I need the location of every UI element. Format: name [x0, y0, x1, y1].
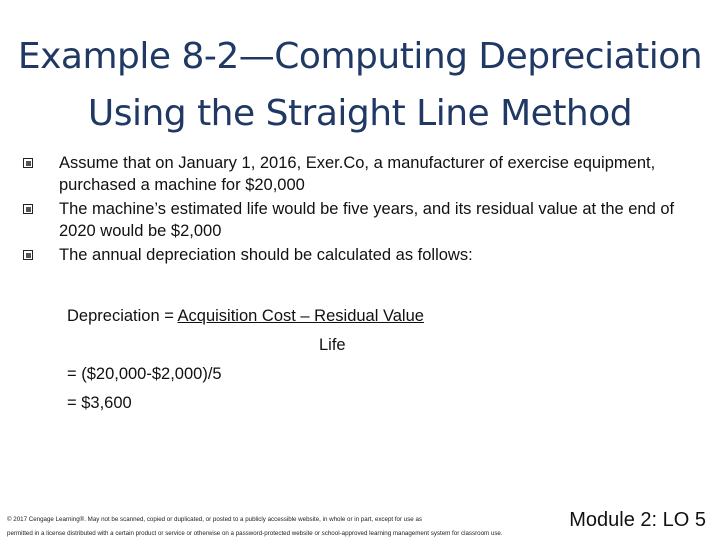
formula-step: = ($20,000-$2,000)/5	[67, 365, 222, 383]
bullet-item	[22, 198, 694, 242]
copyright-notice	[7, 513, 552, 541]
bullet-text: Assume that on January 1, 2016, Exer.Co, a manufacturer of exercise equipment, purchased a machine for $20,000	[59, 154, 656, 194]
depreciation-formula	[67, 302, 547, 418]
copyright-line: © 2017 Cengage Learning®. May not be scanned, copied or duplicated, or posted to a publicly accessible website, in whole or in part, except for use as	[7, 516, 422, 523]
slide-title: Example 8-2—Computing Depreciation Using the Straight Line Method	[17, 36, 703, 135]
square-bullet-icon	[23, 204, 33, 214]
square-bullet-icon	[23, 158, 33, 168]
formula-result: = $3,600	[67, 394, 132, 412]
module-label: Module 2: LO 5	[569, 509, 706, 531]
formula-numerator: Acquisition Cost – Residual Value	[177, 307, 424, 325]
bullet-item	[22, 244, 694, 266]
formula-denominator: Life	[319, 336, 346, 354]
square-bullet-icon	[23, 250, 33, 260]
bullet-list	[22, 152, 694, 268]
formula-prefix: Depreciation =	[67, 307, 178, 325]
bullet-text: The annual depreciation should be calculated as follows:	[59, 246, 473, 264]
formula-line	[67, 302, 547, 331]
bullet-text: The machine’s estimated life would be five years, and its residual value at the end of 2020 would be $2,000	[59, 200, 675, 240]
copyright-line: permitted in a license distributed with a certain product or service or otherwise on a password-protected website or school-approved learning management system for classroom use.	[7, 530, 503, 537]
bullet-item	[22, 152, 694, 196]
